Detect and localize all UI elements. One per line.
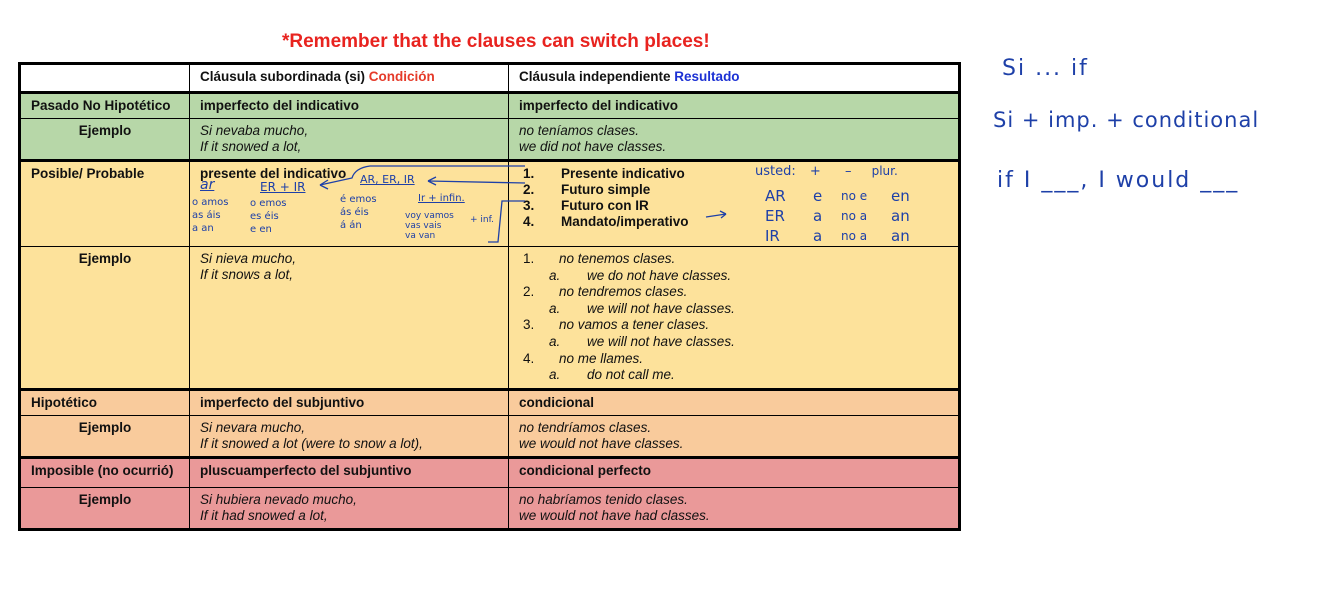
ejemplo-en: If it snowed a lot, (200, 139, 302, 154)
example-number: 4. (523, 350, 535, 366)
usted-label: usted: (755, 164, 796, 179)
example-sub (523, 301, 948, 318)
conj-line: voy vamos (405, 211, 454, 221)
mandato-neg: no e (841, 189, 868, 203)
example-item (523, 284, 948, 301)
example-number: 2. (523, 284, 535, 300)
ejemplo-resultado (509, 487, 960, 529)
mandato-pos: e (813, 187, 823, 205)
mandato-plur: en (891, 187, 910, 205)
resultado-cell: condicional perfecto (509, 457, 960, 487)
handwriting-ar: ar (200, 177, 215, 193)
example-es: no vamos a tener clases. (559, 317, 710, 333)
row-posible-ejemplo (20, 247, 960, 390)
handwriting-ar-er-ir: AR, ER, IR (360, 173, 415, 186)
handwriting-note-3: if I ___, I would ___ (997, 168, 1240, 193)
ejemplo-es: Si nieva mucho, (200, 251, 297, 266)
example-es: no me llames. (559, 350, 644, 366)
ejemplo-label: Ejemplo (20, 247, 190, 390)
conj-line: e en (250, 224, 272, 235)
row-imposible (20, 457, 960, 487)
ejemplo-es: no teníamos clases. (519, 123, 640, 138)
row-pasado-ejemplo (20, 119, 960, 161)
row-pasado (20, 93, 960, 119)
example-en: we do not have classes. (587, 267, 732, 283)
mandato-plur: an (891, 227, 910, 245)
handwriting-note-2: Si + imp. + conditional (993, 108, 1260, 132)
example-sub-letter: a. (549, 267, 561, 283)
ejemplo-label: Ejemplo (20, 415, 190, 457)
ejemplo-es: Si nevara mucho, (200, 419, 306, 435)
conj-line: ás éis (340, 207, 369, 218)
ejemplo-en: we did not have classes. (519, 139, 667, 154)
conj-line: a an (192, 223, 214, 234)
plur-label: plur. (871, 164, 898, 178)
ejemplo-label: Ejemplo (20, 487, 190, 529)
handwriting-er-conj2 (340, 193, 377, 232)
header-row (20, 64, 960, 93)
ejemplo-es: no tendríamos clases. (519, 419, 652, 435)
ejemplo-resultado (509, 415, 960, 457)
example-item (523, 351, 948, 368)
mandato-verb: IR (765, 227, 780, 245)
example-es: no tendremos clases. (559, 284, 688, 300)
conj-line: va van (405, 231, 436, 241)
example-sub (523, 268, 948, 285)
row-hipotetico-ejemplo (20, 415, 960, 457)
header-resultado-label: Cláusula independiente (519, 69, 671, 84)
header-condicion-label: Cláusula subordinada (si) (200, 69, 366, 84)
condicion-cell: pluscuamperfecto del subjuntivo (190, 457, 509, 487)
header-resultado-accent: Resultado (674, 69, 740, 84)
conj-line: as áis (192, 210, 221, 221)
mandato-pos: a (813, 207, 823, 225)
mandato-verb: ER (765, 207, 785, 225)
example-en: do not call me. (587, 367, 675, 383)
example-number: 1. (523, 251, 535, 266)
handwriting-ar-conj (192, 196, 229, 235)
header-condicion-accent: Condición (368, 69, 435, 84)
option-number: 2. (523, 182, 535, 197)
condicion-cell: imperfecto del indicativo (190, 93, 509, 119)
example-en: we will not have classes. (587, 300, 735, 316)
option-text: Presente indicativo (561, 166, 685, 181)
mandato-row (765, 186, 910, 206)
option-text: Futuro con IR (561, 198, 649, 213)
handwriting-usted (755, 164, 898, 179)
conj-line: vas vais (405, 221, 442, 231)
ejemplo-es: Si hubiera nevado mucho, (200, 491, 357, 507)
handwriting-note-1: Si ... if (1002, 56, 1089, 81)
example-en: we will not have classes. (587, 333, 735, 349)
resultado-cell: condicional (509, 389, 960, 415)
row-label: Pasado No Hipotético (20, 93, 190, 119)
handwriting-er-conj (250, 197, 287, 236)
ejemplo-condicion (190, 415, 509, 457)
handwriting-ir-infin: Ir + infin. (418, 193, 465, 204)
mandato-neg: no a (841, 229, 868, 243)
conj-line: é emos (340, 194, 377, 205)
handwriting-er-ir: ER + IR (260, 180, 306, 194)
option-number: 1. (523, 166, 535, 181)
mandato-pos: a (813, 227, 823, 245)
mandato-plur: an (891, 207, 910, 225)
conj-line: es éis (250, 211, 279, 222)
example-sub-letter: a. (549, 300, 561, 316)
mandato-neg: no a (841, 209, 868, 223)
minus-label: – (844, 164, 852, 179)
conj-line: o emos (250, 198, 287, 209)
row-label: Hipotético (20, 389, 190, 415)
handwriting-ir-conj (405, 211, 454, 241)
header-empty-cell (20, 64, 190, 93)
ejemplo-resultado (509, 119, 960, 161)
conj-line: o amos (192, 197, 229, 208)
row-imposible-ejemplo (20, 487, 960, 529)
example-sub (523, 367, 948, 384)
resultado-cell: imperfecto del indicativo (509, 93, 960, 119)
plus-label: + (809, 164, 821, 179)
header-condicion (190, 64, 509, 93)
option-number: 3. (523, 198, 535, 213)
example-item (523, 317, 948, 334)
ejemplo-condicion (190, 487, 509, 529)
ejemplo-es: no habríamos tenido clases. (519, 491, 688, 507)
ejemplo-label: Ejemplo (20, 119, 190, 161)
ejemplo-en: If it had snowed a lot, (200, 507, 328, 523)
header-resultado (509, 64, 960, 93)
option-text: Mandato/imperativo (561, 214, 689, 229)
handwriting-plus-inf: + inf. (470, 215, 494, 225)
si-clauses-table (18, 62, 961, 531)
ejemplo-es: Si nevaba mucho, (200, 123, 309, 138)
example-sub-letter: a. (549, 367, 561, 383)
page-title: *Remember that the clauses can switch places! (282, 31, 710, 52)
example-sub-letter: a. (549, 333, 561, 349)
ejemplo-condicion (190, 247, 509, 390)
ejemplo-en: we would not have classes. (519, 435, 684, 451)
ejemplo-en: we would not have had classes. (519, 507, 710, 523)
row-label: Imposible (no ocurrió) (20, 457, 190, 487)
example-sub (523, 334, 948, 351)
mandato-row (765, 206, 910, 226)
example-item (523, 251, 948, 268)
condicion-cell: imperfecto del subjuntivo (190, 389, 509, 415)
row-hipotetico (20, 389, 960, 415)
option-text: Futuro simple (561, 182, 651, 197)
ejemplo-en: If it snows a lot, (200, 267, 294, 282)
row-label: Posible/ Probable (20, 161, 190, 247)
ejemplo-en: If it snowed a lot (were to snow a lot), (200, 435, 423, 451)
conj-line: á án (340, 220, 362, 231)
ejemplo-condicion (190, 119, 509, 161)
condicion-cell: presente del indicativo (190, 161, 509, 247)
mandato-verb: AR (765, 187, 786, 205)
example-number: 3. (523, 317, 535, 333)
handwriting-mandato-table (765, 186, 910, 246)
example-es: no tenemos clases. (559, 251, 676, 266)
mandato-row (765, 226, 910, 246)
ejemplo-resultado-list (509, 247, 960, 390)
option-number: 4. (523, 214, 535, 229)
